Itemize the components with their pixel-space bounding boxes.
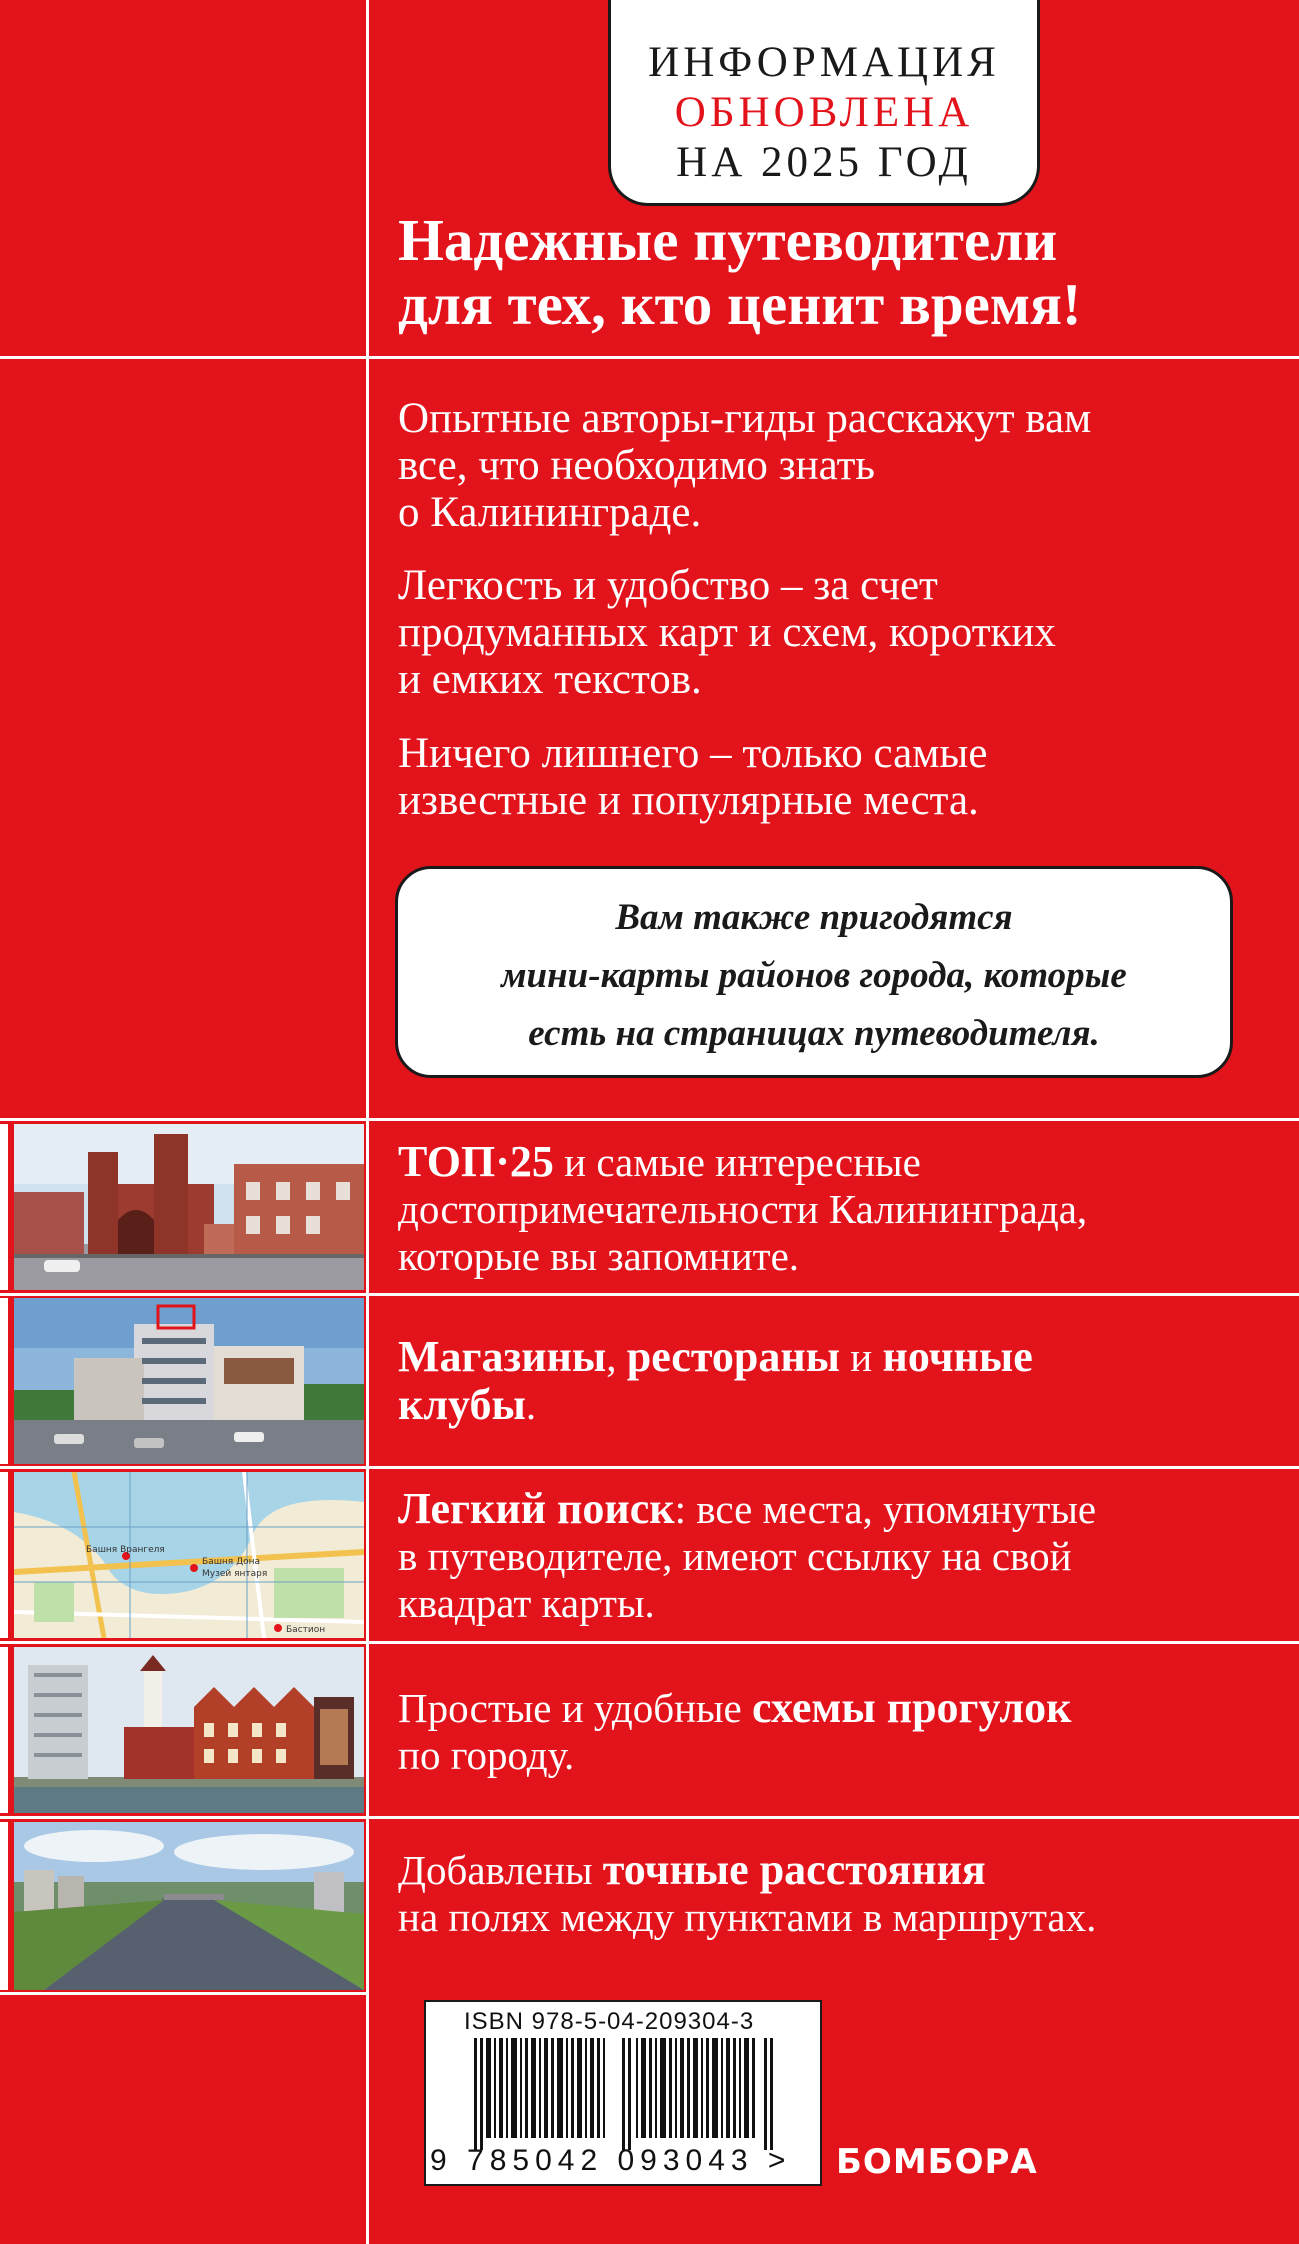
feature-text: : все места, упомянутые: [674, 1486, 1097, 1532]
divider-feature-2: [0, 1466, 1299, 1469]
feature-line: [398, 1846, 1278, 1894]
barcode-digits: 9 785042 093043 >: [430, 2144, 792, 2177]
headline-line-1: Надежные путеводители: [398, 207, 1058, 273]
vertical-divider: [366, 0, 369, 2244]
cover-headline: [398, 208, 1278, 336]
feature-line: [398, 1684, 1278, 1732]
feature-text: и: [840, 1334, 883, 1380]
paragraph-line: Ничего лишнего – только самые: [398, 730, 988, 777]
photo-edge-mark: [0, 1472, 8, 1638]
photo-edge-mark: [0, 1124, 8, 1290]
photo-edge-mark: [0, 1822, 8, 1990]
paragraph-line: и емких текстов.: [398, 656, 702, 703]
paragraph-line: Легкость и удобство – за счет: [398, 562, 938, 609]
badge-line-1: ИНФОРМАЦИЯ: [648, 39, 1000, 86]
feature-easy-search: [398, 1485, 1278, 1627]
photo-fishing-village: [14, 1647, 364, 1813]
feature-bold: Магазины: [398, 1332, 607, 1381]
feature-text: и самые интересные: [553, 1139, 921, 1185]
note-line-3: есть на страницах путеводителя.: [528, 1013, 1100, 1054]
photo-edge-mark: [0, 1298, 8, 1464]
map-label-dona: Башня Дона: [202, 1557, 261, 1567]
feature-bold: ночные: [882, 1332, 1033, 1381]
divider-above-features: [0, 1118, 1299, 1121]
paragraph-line: Опытные авторы-гиды расскажут вам: [398, 395, 1092, 442]
feature-line: достопримечательности Калининграда,: [398, 1186, 1088, 1232]
feature-bold: рестораны: [626, 1332, 841, 1381]
divider-under-title: [0, 356, 1299, 359]
update-badge: [608, 0, 1040, 206]
intro-paragraph-places: [398, 730, 1268, 824]
feature-walking-routes: [398, 1684, 1278, 1779]
feature-line: [398, 1485, 1278, 1533]
feature-bold: Легкий поиск: [398, 1484, 675, 1533]
feature-line: [398, 1333, 1278, 1381]
intro-paragraph-authors: [398, 395, 1268, 536]
feature-line: [398, 1138, 1278, 1186]
isbn-barcode: [424, 2000, 822, 2186]
feature-line: квадрат карты.: [398, 1580, 655, 1626]
feature-text: .: [525, 1382, 537, 1428]
photo-edge-mark: [0, 1647, 8, 1813]
photo-city-map: [14, 1472, 364, 1638]
paragraph-line: о Калининграде.: [398, 489, 702, 536]
feature-line: по городу.: [398, 1732, 575, 1778]
feature-bold: точные расстояния: [602, 1845, 986, 1894]
divider-feature-4: [0, 1816, 1299, 1819]
note-line-1: Вам также пригодятся: [615, 897, 1013, 938]
photo-river-view: [14, 1822, 364, 1990]
feature-text: ,: [606, 1334, 627, 1380]
feature-top25: [398, 1138, 1278, 1280]
badge-line-2: ОБНОВЛЕНА: [674, 89, 974, 136]
feature-line: [398, 1381, 1278, 1429]
intro-paragraph-ease: [398, 562, 1268, 703]
feature-line: в путеводителе, имеют ссылку на свой: [398, 1533, 1072, 1579]
feature-line: на полях между пунктами в маршрутах.: [398, 1894, 1097, 1940]
map-label-tower: Башня Врангеля: [86, 1545, 165, 1555]
paragraph-line: все, что необходимо знать: [398, 442, 876, 489]
headline-line-2: для тех, кто ценит время!: [398, 271, 1082, 337]
photo-city-gate: [14, 1124, 364, 1290]
feature-bold: схемы прогулок: [752, 1683, 1072, 1732]
mini-maps-note: [395, 866, 1233, 1078]
photo-shopping-center: [14, 1298, 364, 1464]
isbn-number: ISBN 978-5-04-209304-3: [464, 2008, 755, 2035]
feature-text: Добавлены: [398, 1847, 603, 1893]
divider-feature-3: [0, 1641, 1299, 1644]
feature-bold: ТОП·25: [398, 1137, 554, 1186]
divider-feature-1: [0, 1293, 1299, 1296]
barcode-bars: [474, 2038, 780, 2150]
publisher-logo: БОМБОРА: [836, 2142, 1038, 2182]
feature-text: Простые и удобные: [398, 1685, 753, 1731]
feature-line: которые вы запомните.: [398, 1233, 800, 1279]
paragraph-line: известные и популярные места.: [398, 777, 979, 824]
feature-shopping: [398, 1333, 1278, 1429]
map-label-museum: Музей янтаря: [202, 1569, 268, 1579]
feature-bold: клубы: [398, 1380, 526, 1429]
badge-line-3: НА 2025 ГОД: [676, 139, 972, 186]
note-line-2: мини-карты районов города, которые: [501, 955, 1127, 996]
feature-distances: [398, 1846, 1278, 1941]
map-label-bastion: Бастион: [286, 1625, 326, 1635]
divider-feature-5: [0, 1992, 369, 1995]
paragraph-line: продуманных карт и схем, коротких: [398, 609, 1056, 656]
